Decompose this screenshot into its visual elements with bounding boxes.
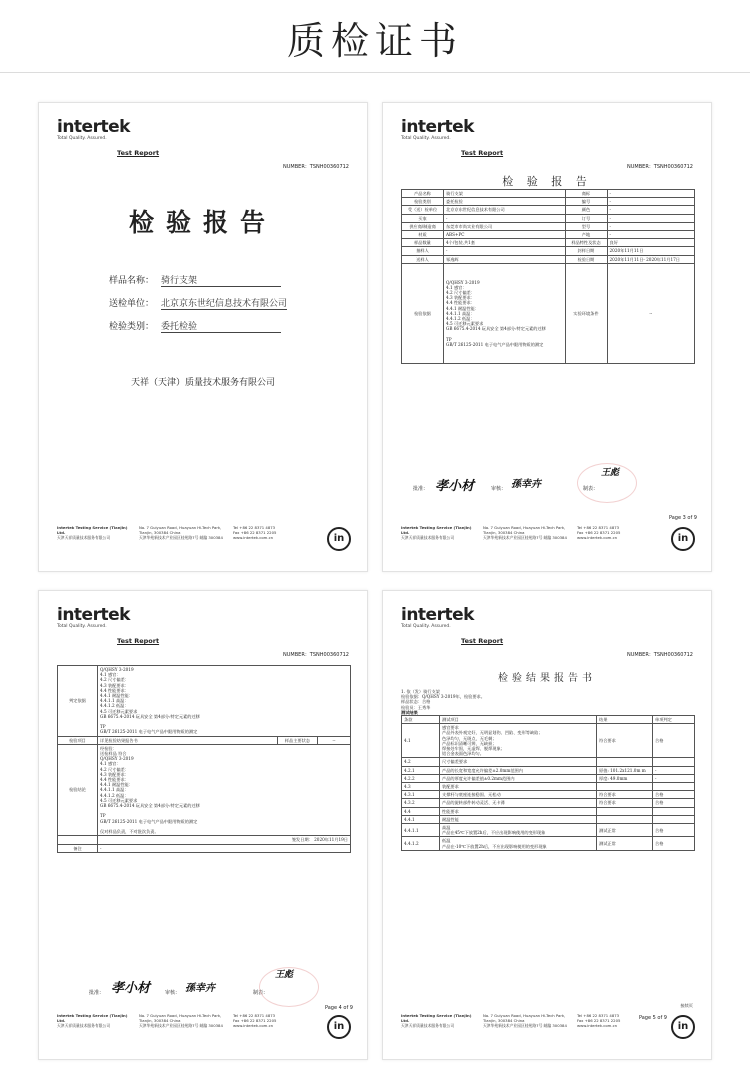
in-logo-icon: in — [671, 1015, 695, 1039]
report-number: NUMBER：TSNH00360712 — [627, 652, 693, 658]
review-label: 审核： — [165, 990, 181, 996]
review-label: 审核： — [491, 486, 507, 492]
field-value: 北京京东世纪信息技术有限公司 — [161, 296, 287, 310]
testing-company: 天祥（天津）质量技术服务有限公司 — [130, 378, 275, 388]
intertek-logo: intertek — [401, 117, 474, 137]
table-row: 材质 ABS+PC 产地 - — [402, 231, 695, 239]
test-report-label: Test Report — [461, 149, 504, 157]
table-row: 样品数量 4个/包装,共1套 样品特性及状态 良好 — [402, 239, 695, 247]
table-row: 检验类别 委托检验 编号 - — [402, 198, 695, 206]
table-header-row: 条款 测试项目 结果 单项判定 — [402, 716, 695, 724]
page-title: 质检证书 — [286, 19, 463, 63]
table-row: 受（送）检单位 北京京东世纪信息技术有限公司 颜色 - — [402, 206, 695, 214]
inspection-type-field — [109, 319, 281, 333]
table-row: 4.3.2 产品的旋转部件转动灵活、无卡滞 符合要求 合格 — [402, 799, 695, 807]
field-label: 检验类别： — [109, 322, 155, 332]
report-number: NUMBER：TSNH00360712 — [283, 652, 349, 658]
results-intro: 1. 依（发）骑行支架 检验依据：Q/QHSY 3-2019年，检验要求。 样品状态：合格 检验员：王秀华 测试结果 — [401, 689, 485, 715]
table-row: 签发日期： 2020年11月19日 — [58, 836, 351, 844]
review-signature: 孫幸卉 — [185, 983, 215, 994]
intertek-logo: intertek — [57, 117, 130, 137]
table-row: 送样人 邹逸辉 检验日期 2020年11月11日- 2020年11月17日 — [402, 255, 695, 263]
cover-title: 检验报告 — [128, 208, 277, 237]
table-row: 4.4.1.1 高温 产品在45℃下放置2h后，不应出现影响使用的变形现象 测试正常 合格 — [402, 824, 695, 837]
title-divider — [0, 72, 750, 73]
report-info-table — [401, 189, 695, 364]
table-row: 产品名称 骑行支架 商标 - — [402, 190, 695, 198]
report-number: NUMBER：TSNH00360712 — [283, 164, 349, 170]
prepare-label: 制表： — [253, 990, 269, 996]
in-logo-icon: in — [671, 527, 695, 551]
table-row: 4.4 性能要求 — [402, 807, 695, 815]
table-row: 4.4.1.2 低温 产品在-10℃下放置2h后，不应出现影响使用的变形现象 测试正常 合格 — [402, 837, 695, 850]
review-signature: 孫幸卉 — [511, 479, 541, 490]
table-row: 供应商/制造商 东莞市市尚实业有限公司 型号 - — [402, 222, 695, 230]
table-row: 检验项目 详见检验结果报告书 样品主要状态 -- — [58, 736, 351, 744]
continued-label: 接续页 — [680, 1003, 693, 1008]
submitter-field — [109, 296, 287, 310]
table-row: 检验依据 Q/QHSY 3-2019 4.1 感官： 4.2 尺寸偏差： 4.3 装配要求： 4.4 性能要求： 4.4.1 耐温性能： 4.4.1.1 高温： 4.4.1.2 低温： 4.5 可迁移元素要求 GB 6675.4-2014 玩具安全 第4部分:特定元素的迁移 TP GB/T 26125-2011 电子电气产品中限用物质的测定 实验环境条件 -- — [402, 263, 695, 363]
table-row: 检验结论 经检验： 送检样品 符合 Q/QHSY 3-2019 4.1 感官： 4.2 尺寸偏差： 4.3 装配要求： 4.4 性能要求： 4.4.1 耐温性能： 4.4.1.1 高温： 4.4.1.2 低温： 4.5 可迁移元素要求 GB 6675.4-2014 玩具安全 第4部分:特定元素的迁移 TP GB/T 26125-2011 电子电气产品中限用物质的测定 仅对样品负责，不对批次负责。 — [58, 744, 351, 835]
page-number: Page 5 of 9 — [638, 1015, 667, 1021]
logo-tagline: Total Quality. Assured. — [401, 136, 451, 141]
field-label: 样品名称： — [109, 276, 155, 286]
report-info-page: intertek Total Quality. Assured. Test Report NUMBER：TSNH00360712 检 验 报 告 产品名称 骑行支架 商标 - 检验类别 委托检验 编号 - 受（送）检单位 北京京东世纪信息技术有限公司 颜色 - 买家 - 订号 - 供应商/制造商 东莞市市尚实业有限公司 型号 - 材质 ABS+PC 产地 - 样品数量 4个/包装,共1套 样品特性及状态 良好 抽样人 - 封样日期 2020年11月11日 送样人 邹逸辉 检验日期 2020年11月11日- 2020年11月17日 检验依据 Q/QHSY 3-2019 4.1 感官： 4.2 尺寸偏差： 4.3 装配要求： 4.4 性能要求： 4.4.1 耐温性能： 4.4.1.1 高温： 4.4.1.2 低温： 4.5 可迁移元素要求 GB 6675.4-2014 玩具安全 第4部分:特定元素的迁移 TP GB/T 26125-2011 电子电气产品中限用物质的测定 实验环境条件 -- 批准： 孝小材 审核： 孫幸卉 制表： 王彪 Page 3 of 9 Intertek Testing Service (Tianjin) Ltd. 天津天祥质量技术服务有限公司 No. 7 Guiyuan Road, Huayuan Hi-Tech Park, Tianjin, 300384 China 天津华苑新技术产业园区桂苑路7号 邮编 300384 Tel +86 22 8371 4873 Fax +86 22 8371 2205 www.intertek.com.cn in — [382, 102, 712, 572]
table-row: 4.3 装配要求 — [402, 783, 695, 791]
table-row: 4.4.1 耐温性能 — [402, 815, 695, 823]
report-conclusion-page: intertek Total Quality. Assured. Test Report NUMBER：TSNH00360712 判定依据 Q/QHSY 3-2019 4.1 感官： 4.2 尺寸偏差： 4.3 装配要求： 4.4 性能要求： 4.4.1 耐温性能： 4.4.1.1 高温： 4.4.1.2 低温： 4.5 可迁移元素要求 GB 6675.4-2014 玩具安全 第4部分:特定元素的迁移 TP GB/T 26125-2011 电子电气产品中限用物质的测定 检验项目 详见检验结果报告书 样品主要状态 -- 检验结论 经检验： 送检样品 符合 Q/QHSY 3-2019 4.1 感官： 4.2 尺寸偏差： 4.3 装配要求： 4.4 性能要求： 4.4.1 耐温性能： 4.4.1.1 高温： 4.4.1.2 低温： 4.5 可迁移元素要求 GB 6675.4-2014 玩具安全 第4部分:特定元素的迁移 TP GB/T 26125-2011 电子电气产品中限用物质的测定 仅对样品负责，不对批次负责。 签发日期： 2020年11月19日 备注 - 批准： 孝小材 审核： 孫幸卉 制表： 王彪 Page 4 of 9 Intertek Testing Service (Tianjin) Ltd. 天津天祥质量技术服务有限公司 No. 7 Guiyuan Road, Huayuan Hi-Tech Park, Tianjin, 300384 China 天津华苑新技术产业园区桂苑路7号 邮编 300384 Tel +86 22 8371 4873 Fax +86 22 8371 2205 www.intertek.com.cn in — [38, 590, 368, 1060]
results-title: 检验结果报告书 — [498, 673, 596, 684]
company-stamp — [577, 463, 637, 503]
prepare-label: 制表： — [583, 486, 599, 492]
in-logo-icon: in — [327, 527, 351, 551]
report-cover-page: intertek Total Quality. Assured. Test Report NUMBER：TSNH00360712 检验报告 样品名称： 骑行支架 送检单位： 北京京东世纪信息技术有限公司 检验类别： 委托检验 天祥（天津）质量技术服务有限公司 Intertek Testing Service (Tianjin) Ltd. 天津天祥质量技术服务有限公司 No. 7 Guiyuan Road, Huayuan Hi-Tech Park, Tianjin, 300384 China 天津华苑新技术产业园区桂苑路7号 邮编 300384 Tel +86 22 8371 4873 Fax +86 22 8371 2205 www.intertek.com.cn in — [38, 102, 368, 572]
prepare-signature: 王彪 — [275, 970, 294, 980]
approve-label: 批准： — [413, 486, 429, 492]
page-number: Page 4 of 9 — [324, 1005, 353, 1011]
table-row: 4.3.1 支撑杆与底座连接稳固、无松动 符合要求 合格 — [402, 791, 695, 799]
prepare-signature: 王彪 — [601, 468, 620, 478]
logo-tagline: Total Quality. Assured. — [57, 136, 107, 141]
table-row: 4.2.2 产品的厚度允许偏差值±0.2mm范围内 厚度: 49.0mm - — [402, 774, 695, 782]
table-row: 买家 - 订号 - — [402, 214, 695, 222]
sample-name-field — [109, 273, 281, 287]
intertek-logo: intertek — [401, 605, 474, 625]
conclusion-table — [57, 665, 351, 853]
test-report-label: Test Report — [461, 637, 504, 645]
logo-tagline: Total Quality. Assured. — [401, 624, 451, 629]
test-report-label: Test Report — [117, 149, 160, 157]
approve-label: 批准： — [89, 990, 105, 996]
field-value: 骑行支架 — [161, 273, 281, 287]
table-row: 备注 - — [58, 844, 351, 852]
table-row: 判定依据 Q/QHSY 3-2019 4.1 感官： 4.2 尺寸偏差： 4.3 装配要求： 4.4 性能要求： 4.4.1 耐温性能： 4.4.1.1 高温： 4.4.1.2 低温： 4.5 可迁移元素要求 GB 6675.4-2014 玩具安全 第4部分:特定元素的迁移 TP GB/T 26125-2011 电子电气产品中限用物质的测定 — [58, 666, 351, 737]
table-row: 4.2 尺寸偏差要求 — [402, 758, 695, 766]
table-row: 4.1 感官要求 产品外表外观完好，无明显划伤、凹陷、变形等缺陷； 色泽均匀，无斑点，无毛刺； 产品标识清晰可辨，无缺损； 焊接处牢固，无虚焊、脱焊现象； 铝合金表面色泽均匀。 符合要求 合格 — [402, 724, 695, 758]
report-title: 检 验 报 告 — [502, 175, 592, 188]
page-number: Page 3 of 9 — [668, 515, 697, 521]
table-row: 抽样人 - 封样日期 2020年11月11日 — [402, 247, 695, 255]
approve-signature: 孝小材 — [435, 479, 475, 494]
logo-tagline: Total Quality. Assured. — [57, 624, 107, 629]
field-label: 送检单位： — [109, 299, 155, 309]
results-page: intertek Total Quality. Assured. Test Report NUMBER：TSNH00360712 检验结果报告书 1. 依（发）骑行支架 检验依据：Q/QHSY 3-2019年，检验要求。 样品状态：合格 检验员：王秀华 测试结果 条款 测试项目 结果 单项判定 4.1 感官要求 产品外表外观完好，无明显划伤、凹陷、变形等缺陷； 色泽均匀，无斑点，无毛刺； 产品标识清晰可辨，无缺损； 焊接处牢固，无虚焊、脱焊现象； 铝合金表面色泽均匀。 符合要求 合格 4.2 尺寸偏差要求 4.2.1 产品的长宽和宽度允许偏差±2.0mm范围内 原值: 101.2x121.0m m - 4.2.2 产品的厚度允许偏差值±0.2mm范围内 厚度: 49.0mm - 4.3 装配要求 4.3.1 支撑杆与底座连接稳固、无松动 符合要求 合格 4.3.2 产品的旋转部件转动灵活、无卡滞 符合要求 合格 4.4 性能要求 4.4.1 耐温性能 4.4.1.1 高温 产品在45℃下放置2h后，不应出现影响使用的变形现象 测试正常 合格 4.4.1.2 低温 产品在-10℃下放置2h后，不应出现影响使用的变形现象 测试正常 合格 接续页 Page 5 of 9 Intertek Testing Service (Tianjin) Ltd. 天津天祥质量技术服务有限公司 No. 7 Guiyuan Road, Huayuan Hi-Tech Park, Tianjin, 300384 China 天津华苑新技术产业园区桂苑路7号 邮编 300384 Tel +86 22 8371 4873 Fax +86 22 8371 2205 www.intertek.com.cn in — [382, 590, 712, 1060]
company-stamp — [259, 967, 319, 1007]
results-table — [401, 715, 695, 851]
test-report-label: Test Report — [117, 637, 160, 645]
table-row: 4.2.1 产品的长宽和宽度允许偏差±2.0mm范围内 原值: 101.2x121.0m m - — [402, 766, 695, 774]
in-logo-icon: in — [327, 1015, 351, 1039]
field-value: 委托检验 — [161, 319, 281, 333]
intertek-logo: intertek — [57, 605, 130, 625]
approve-signature: 孝小材 — [111, 981, 151, 996]
report-number: NUMBER：TSNH00360712 — [627, 164, 693, 170]
